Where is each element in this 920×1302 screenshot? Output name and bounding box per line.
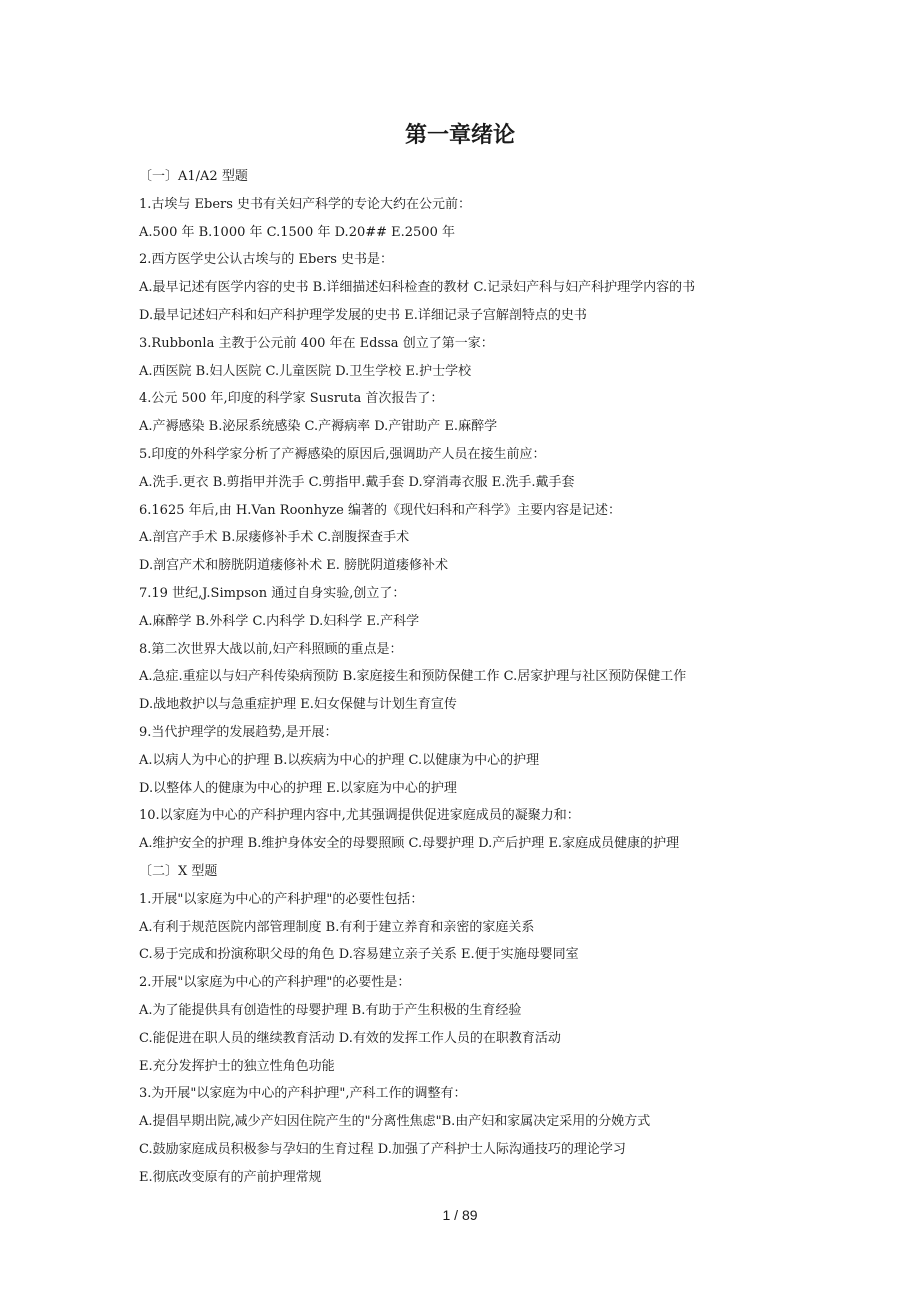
question-text: 7.19 世纪,J.Simpson 通过自身实验,创立了： <box>139 585 406 601</box>
section-heading: 〔一〕A1/A2 型题 <box>139 169 248 184</box>
question-text: 2.开展"以家庭为中心的产科护理"的必要性是： <box>139 975 411 991</box>
question-text: 9.当代护理学的发展趋势,是开展： <box>139 724 338 740</box>
question-text: 3.为开展"以家庭为中心的产科护理",产科工作的调整有： <box>139 1086 467 1102</box>
answer-options: A.产褥感染 B.泌尿系统感染 C.产褥病率 D.产钳助产 E.麻醉学 <box>139 419 498 435</box>
question-text: 3.Rubbonla 主教于公元前 400 年在 Edssa 创立了第一家： <box>139 335 494 351</box>
question-text: 1.古埃与 Ebers 史书有关妇产科学的专论大约在公元前： <box>139 196 472 212</box>
answer-options: A.为了能提供具有创造性的母婴护理 B.有助于产生积极的生育经验 <box>139 1002 522 1018</box>
answer-options: D.最早记述妇产科和妇产科护理学发展的史书 E.详细记录子宫解剖特点的史书 <box>139 307 587 323</box>
answer-options: A.500 年 B.1000 年 C.1500 年 D.20## E.2500 年 <box>139 224 455 240</box>
answer-options: D.战地救护以与急重症护理 E.妇女保健与计划生育宣传 <box>139 697 457 713</box>
answer-options: E.充分发挥护士的独立性角色功能 <box>139 1058 335 1074</box>
answer-options: A.剖宫产手术 B.尿瘘修补手术 C.剖腹探查手术 <box>139 530 410 546</box>
answer-options: A.维护安全的护理 B.维护身体安全的母婴照顾 C.母婴护理 D.产后护理 E.家庭成员健康的护理 <box>139 836 680 852</box>
question-text: 2.西方医学史公认古埃与的 Ebers 史书是： <box>139 252 394 268</box>
answer-options: E.彻底改变原有的产前护理常规 <box>139 1169 322 1185</box>
answer-options: C.易于完成和扮演称职父母的角色 D.容易建立亲子关系 E.便于实施母婴同室 <box>139 947 579 963</box>
answer-options: C.能促进在职人员的继续教育活动 D.有效的发挥工作人员的在职教育活动 <box>139 1030 561 1046</box>
question-list <box>139 163 899 1191</box>
answer-options: A.麻醉学 B.外科学 C.内科学 D.妇科学 E.产科学 <box>139 613 420 629</box>
answer-options: D.以整体人的健康为中心的护理 E.以家庭为中心的护理 <box>139 780 457 796</box>
answer-options: A.急症.重症以与妇产科传染病预防 B.家庭接生和预防保健工作 C.居家护理与社区预防保健工作 <box>139 669 687 685</box>
question-text: 5.印度的外科学家分析了产褥感染的原因后,强调助产人员在接生前应： <box>139 446 546 462</box>
section-heading: 〔二〕X 型题 <box>139 863 218 879</box>
chapter-title: 第一章绪论 <box>404 123 515 148</box>
answer-options: A.西医院 B.妇人医院 C.儿童医院 D.卫生学校 E.护士学校 <box>139 363 472 379</box>
answer-options: A.最早记述有医学内容的史书 B.详细描述妇科检查的教材 C.记录妇产科与妇产科护理学内容的书 <box>139 280 696 296</box>
answer-options: C.鼓励家庭成员积极参与孕妇的生育过程 D.加强了产科护士人际沟通技巧的理论学习 <box>139 1141 626 1157</box>
answer-options: A.洗手.更衣 B.剪指甲并洗手 C.剪指甲.戴手套 D.穿消毒衣服 E.洗手.戴手套 <box>139 474 575 490</box>
question-text: 10.以家庭为中心的产科护理内容中,尤其强调提供促进家庭成员的凝聚力和： <box>139 808 580 824</box>
answer-options: A.提倡早期出院,减少产妇因住院产生的"分离性焦虑"B.由产妇和家属决定采用的分娩方式 <box>139 1114 651 1130</box>
answer-options: A.有利于规范医院内部管理制度 B.有利于建立养育和亲密的家庭关系 <box>139 919 535 935</box>
question-text: 8.第二次世界大战以前,妇产科照顾的重点是： <box>139 641 403 657</box>
page-number: 1 / 89 <box>442 1207 478 1223</box>
question-text: 4.公元 500 年,印度的科学家 Susruta 首次报告了： <box>139 391 444 407</box>
answer-options: A.以病人为中心的护理 B.以疾病为中心的护理 C.以健康为中心的护理 <box>139 752 540 768</box>
question-text: 1.开展"以家庭为中心的产科护理"的必要性包括： <box>139 891 424 907</box>
question-text: 6.1625 年后,由 H.Van Roonhyze 编著的《现代妇科和产科学》主要内容是记述： <box>139 502 622 518</box>
answer-options: D.剖宫产术和膀胱阴道瘘修补术 E. 膀胱阴道瘘修补术 <box>139 558 448 574</box>
